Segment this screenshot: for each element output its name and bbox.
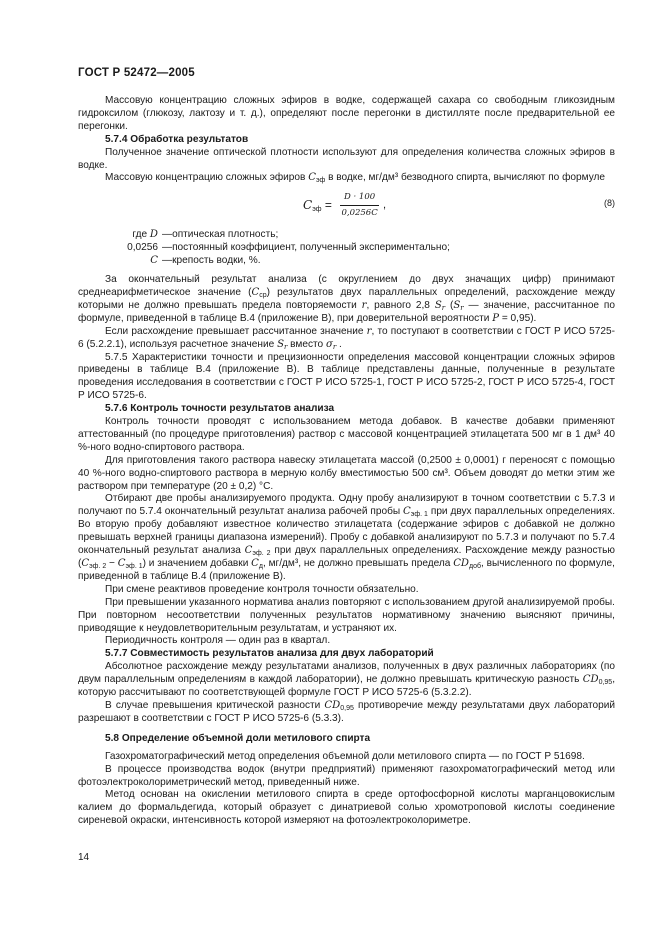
paragraph-5-7-6-1: Контроль точности проводят с использованием метода добавок. В качестве добавки применяют аттестованный (по процедуре приготовления) раствор с массовой концентрацией этилацетата 500 мг в 1 дм³ 40 %-ного водно-спиртового раствора. bbox=[78, 416, 615, 453]
paragraph-5-7-4-2: Массовую концентрацию сложных эфиров $C_{эф}$ в водке, мг/дм³ безводного спирта, вычисляют по формуле bbox=[105, 172, 606, 185]
paragraph-5-8-1: Газохроматографический метод определения объемной доли метилового спирта — по ГОСТ Р 51698. bbox=[105, 750, 585, 762]
section-5-7-4-title: 5.7.4 Обработка результатов bbox=[105, 133, 249, 145]
paragraph-5-7-7-2: В случае превышения критической разности $CD_{0,95}$ противоречие между результатами двух лабораторий разрешают в соответствии с ГОСТ Р ИСО 5725-6 (5.3.3). bbox=[78, 699, 615, 724]
paragraph-5-7-6-2: Для приготовления такого раствора навеску этилацетата массой (0,2500 ± 0,0001) г переносят с помощью 40 %-ного водно-спиртового раствора в мерную колбу вместимостью 500 см³. Объем доводят до метки этим же раствором при температуре (20 ± 0,2) °С. bbox=[78, 454, 615, 492]
paragraph-5-7-6-3: Отбирают две пробы анализируемого продукта. Одну пробу анализируют в точном соответствии с 5.7.3 и получают по 5.7.4 окончательный результат анализа рабочей пробы $C_{эф. 1}$ при двух параллельных определениях. Во вторую пробу добавляют известное количество этилацетата (содержание эфиров с добавкой не должно превышать верхней границы диапазона измерений). Пробу с добавкой анализируют по 5.7.3 и получают по 5.7.4 окончательный результат анализа $C_{эф. 2}$ при двух параллельных определениях. Расхождение между разностью $(C_{эф. 2} - C_{эф. 1})$ и значением добавки $C_д$, мг/дм³, не должно превышать предела $CD_{доб}$, вычисленного по формуле, приведенной в таблице В.4 (приложение В). bbox=[78, 493, 616, 582]
document-header: ГОСТ Р 52472—2005 bbox=[78, 67, 195, 79]
formula-8: $C_{эф}$ = $\frac{D \cdot 100}{0,0256C}$ , (8) bbox=[303, 192, 615, 219]
formula-number: (8) bbox=[604, 198, 615, 209]
where-list bbox=[78, 229, 615, 268]
paragraph-5-7-5: 5.7.5 Характеристики точности и прецизионности определения массовой концентрации сложных эфиров приведены в таблице В.4 (приложение В). В таблице представлены данные, полученные в результате проведения исследования в соответствии с ГОСТ Р ИСО 5725-1, ГОСТ Р ИСО 5725-2, ГОСТ Р ИСО 5725-4, ГОСТ Р ИСО 5725-6. bbox=[78, 351, 615, 402]
paragraph-5-7-7-1: Абсолютное расхождение между результатами анализов, полученных в двух различных лабораториях (по двум параллельным определениям в каждой лаборатории), не должно превышать критическую разность $CD_{0,95}$, которую рассчитывают по соответствующей формуле ГОСТ Р ИСО 5725-6 (5.3.2.2). bbox=[78, 661, 615, 699]
paragraph-final-result: За окончательный результат анализа (с округлением до двух значащих цифр) принимают среднеарифметическое значение $(C_{ср})$ результатов двух параллельных определений, расхождение между которыми не должно превышать предела повторяемости r, равного 2,8 $S_r$ ($S_r$ — значение, рассчитанное по формуле, приведенной в таблице В.4 (приложение В), при доверительной вероятности P = 0,95). bbox=[78, 274, 616, 324]
section-5-8-title: 5.8 Определение объемной доли метилового спирта bbox=[105, 732, 371, 744]
paragraph-5-7-4-1: Полученное значение оптической плотности используют для определения количества сложных эфиров в водке. bbox=[78, 146, 615, 171]
page-number: 14 bbox=[78, 852, 90, 863]
where-item: где D — оптическая плотность; bbox=[132, 229, 279, 241]
paragraph-5-8-3: Метод основан на окислении метилового спирта в среде ортофосфорной кислоты марганцовокислым калием до формальдегида, который образует с динатриевой солью хромотроповой кислоты соединение сиреневой окраски, интенсивность которой измеряют на фотоэлектроколориметре. bbox=[78, 789, 615, 827]
paragraph-intro: Массовую концентрацию сложных эфиров в водке, содержащей сахара со свободным гликозидным гидроксилом (глюкозу, лактозу и т. д.), определяют после перегонки в дистилляте после предварительной ее перегонки. bbox=[78, 95, 615, 132]
where-item: C — крепость водки, %. bbox=[150, 255, 261, 267]
formula-lhs: $C_{эф}$ = bbox=[303, 198, 332, 214]
paragraph-5-7-6-4: При смене реактивов проведение контроля точности обязательно. bbox=[105, 583, 419, 595]
paragraph-5-7-6-5: При превышении указанного норматива анализ повторяют с использованием другой анализируемой пробы. При повторном несоответствии полученных результатов нормативному значению выясняют причины, приводящие к неудовлетворительным результатам, и устраняют их. bbox=[78, 596, 615, 634]
section-5-7-7-title: 5.7.7 Совместимость результатов анализа для двух лабораторий bbox=[105, 648, 434, 660]
document-body bbox=[78, 95, 615, 828]
formula-fraction: $\frac{D \cdot 100}{0,0256C}$ bbox=[341, 192, 378, 219]
paragraph-5-7-6-6: Периодичность контроля — один раз в квартал. bbox=[105, 635, 331, 647]
paragraph-exceed: Если расхождение превышает рассчитанное значение r, то поступают в соответствии с ГОСТ Р ИСО 5725-6 (5.2.2.1), используя расчетное значение $S_r$ вместо $\sigma_r$ . bbox=[78, 325, 615, 351]
paragraph-5-8-2: В процессе производства водок (внутри предприятий) применяют газохроматографический метод или фотоэлектроколориметрический метод, приведенный ниже. bbox=[78, 763, 615, 788]
section-5-7-6-title: 5.7.6 Контроль точности результатов анализа bbox=[105, 403, 335, 415]
where-item: 0,0256 — постоянный коэффициент, полученный экспериментально; bbox=[127, 242, 450, 254]
